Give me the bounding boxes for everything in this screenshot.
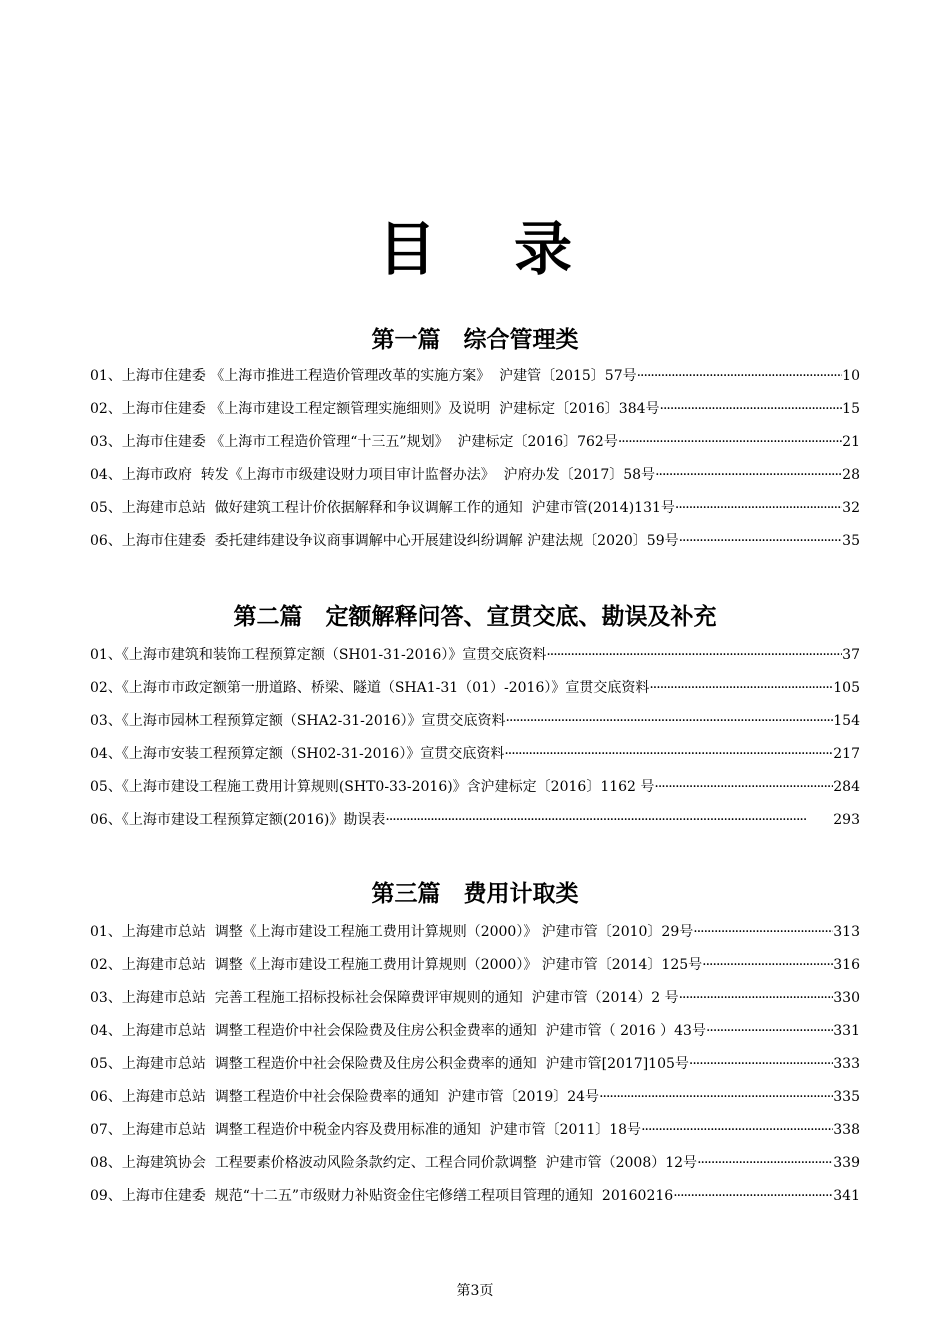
- toc-entry-text: 07、上海建市总站 调整工程造价中税金内容及费用标准的通知 沪建市管〔2011〕18号: [90, 1122, 642, 1138]
- dot-leader: [599, 1087, 833, 1107]
- toc-list-section-3: [90, 922, 860, 1219]
- toc-entry[interactable]: [90, 1120, 860, 1153]
- section-heading-2: 第二篇 定额解释问答、宣贯交底、勘误及补充: [233, 603, 717, 630]
- toc-entry-page: 28: [842, 467, 860, 483]
- dot-leader: [702, 955, 833, 975]
- toc-entry[interactable]: [90, 711, 860, 744]
- toc-entry-page: 330: [833, 990, 860, 1006]
- dot-leader: [504, 744, 833, 764]
- toc-entry[interactable]: [90, 498, 860, 531]
- toc-entry-page: 335: [833, 1089, 860, 1105]
- toc-entry-page: 217: [833, 746, 860, 762]
- toc-entry-text: 01、上海市住建委 《上海市推进工程造价管理改革的实施方案》 沪建管〔2015〕57号: [90, 368, 637, 384]
- toc-entry-page: 331: [833, 1023, 860, 1039]
- dot-leader: [641, 1120, 833, 1140]
- toc-entry[interactable]: [90, 531, 860, 564]
- toc-entry-page: 341: [833, 1188, 860, 1204]
- toc-entry[interactable]: [90, 1186, 860, 1219]
- toc-entry[interactable]: [90, 955, 860, 988]
- toc-entry-page: 10: [842, 368, 860, 384]
- dot-leader: [618, 432, 842, 452]
- dot-leader: [654, 777, 833, 797]
- toc-entry-page: 284: [833, 779, 860, 795]
- page-title: 目录: [377, 215, 650, 283]
- dot-leader: [679, 531, 843, 551]
- toc-entry[interactable]: [90, 988, 860, 1021]
- toc-entry-page: 15: [842, 401, 860, 417]
- toc-entry-page: 316: [833, 957, 860, 973]
- toc-entry-text: 05、上海建市总站 调整工程造价中社会保险费及住房公积金费率的通知 沪建市管[2017]105号: [90, 1056, 689, 1072]
- dot-leader: [649, 678, 833, 698]
- toc-entry-text: 08、上海建筑协会 工程要素价格波动风险条款约定、工程合同价款调整 沪建市管（2008）12号: [90, 1155, 698, 1171]
- dot-leader: [546, 645, 842, 665]
- toc-entry[interactable]: [90, 366, 860, 399]
- toc-entry-text: 01、《上海市建筑和装饰工程预算定额（SH01-31-2016）》宣贯交底资料: [90, 647, 547, 663]
- dot-leader: [689, 1054, 833, 1074]
- toc-entry[interactable]: [90, 744, 860, 777]
- toc-entry[interactable]: [90, 1054, 860, 1087]
- toc-entry-text: 03、上海市住建委 《上海市工程造价管理“十三五”规划》 沪建标定〔2016〕762号: [90, 434, 618, 450]
- page-number: 第3页: [456, 1283, 494, 1299]
- toc-entry-text: 01、上海建市总站 调整《上海市建设工程施工费用计算规则（2000）》 沪建市管〔2010〕29号: [90, 924, 694, 940]
- toc-entry-page: 37: [842, 647, 860, 663]
- dot-leader: [697, 1153, 833, 1173]
- toc-entry-text: 02、上海建市总站 调整《上海市建设工程施工费用计算规则（2000）》 沪建市管〔2014〕125号: [90, 957, 703, 973]
- toc-entry-text: 03、《上海市园林工程预算定额（SHA2-31-2016）》宣贯交底资料: [90, 713, 506, 729]
- toc-entry[interactable]: [90, 432, 860, 465]
- toc-entry[interactable]: [90, 399, 860, 432]
- toc-entry-text: 02、《上海市市政定额第一册道路、桥梁、隧道（SHA1-31（01）-2016）》宣贯交底资料: [90, 680, 650, 696]
- toc-entry[interactable]: [90, 645, 860, 678]
- section-heading-3: 第三篇 费用计取类: [371, 880, 579, 907]
- dot-leader: [637, 366, 843, 386]
- toc-entry[interactable]: [90, 1087, 860, 1120]
- dot-leader: [706, 1021, 833, 1041]
- toc-entry-page: 313: [833, 924, 860, 940]
- toc-entry-text: 06、上海建市总站 调整工程造价中社会保险费率的通知 沪建市管〔2019〕24号: [90, 1089, 600, 1105]
- dot-leader: [506, 711, 834, 731]
- toc-entry-text: 06、《上海市建设工程预算定额(2016)》勘误表: [90, 812, 386, 828]
- dot-leader: [675, 498, 842, 518]
- toc-list-section-1: [90, 366, 860, 564]
- toc-entry-page: 32: [842, 500, 860, 516]
- dot-leader: [385, 810, 833, 830]
- toc-entry-text: 02、上海市住建委 《上海市建设工程定额管理实施细则》及说明 沪建标定〔2016〕384号: [90, 401, 660, 417]
- dot-leader: [655, 465, 842, 485]
- toc-entry[interactable]: [90, 1153, 860, 1186]
- section-heading-1: 第一篇 综合管理类: [371, 326, 579, 353]
- toc-entry-text: 04、上海建市总站 调整工程造价中社会保险费及住房公积金费率的通知 沪建市管（ 2016 ）43号: [90, 1023, 706, 1039]
- toc-entry[interactable]: [90, 678, 860, 711]
- toc-list-section-2: [90, 645, 860, 843]
- toc-entry-page: 35: [842, 533, 860, 549]
- toc-entry[interactable]: [90, 810, 860, 843]
- toc-entry-text: 09、上海市住建委 规范“十二五”市级财力补贴资金住宅修缮工程项目管理的通知 20160216: [90, 1188, 674, 1204]
- toc-entry-text: 05、上海建市总站 做好建筑工程计价依据解释和争议调解工作的通知 沪建市管(2014)131号: [90, 500, 675, 516]
- toc-entry-text: 04、《上海市安装工程预算定额（SH02-31-2016）》宣贯交底资料: [90, 746, 505, 762]
- toc-entry-page: 333: [833, 1056, 860, 1072]
- toc-entry-page: 339: [833, 1155, 860, 1171]
- toc-entry[interactable]: [90, 1021, 860, 1054]
- toc-entry[interactable]: [90, 922, 860, 955]
- toc-entry[interactable]: [90, 777, 860, 810]
- toc-entry-page: 105: [833, 680, 860, 696]
- toc-entry-text: 03、上海建市总站 完善工程施工招标投标社会保障费评审规则的通知 沪建市管（2014）2 号: [90, 990, 679, 1006]
- toc-entry-text: 04、上海市政府 转发《上海市市级建设财力项目审计监督办法》 沪府办发〔2017〕58号: [90, 467, 656, 483]
- dot-leader: [660, 399, 843, 419]
- toc-entry-page: 338: [833, 1122, 860, 1138]
- toc-entry-text: 06、上海市住建委 委托建纬建设争议商事调解中心开展建设纠纷调解 沪建法规〔2020〕59号: [90, 533, 679, 549]
- toc-entry[interactable]: [90, 465, 860, 498]
- toc-entry-page: 154: [833, 713, 860, 729]
- dot-leader: [679, 988, 834, 1008]
- toc-entry-page: 293: [833, 812, 860, 828]
- toc-entry-text: 05、《上海市建设工程施工费用计算规则(SHT0-33-2016)》含沪建标定〔2016〕1162 号: [90, 779, 655, 795]
- toc-entry-page: 21: [842, 434, 860, 450]
- dot-leader: [693, 922, 833, 942]
- dot-leader: [673, 1186, 833, 1206]
